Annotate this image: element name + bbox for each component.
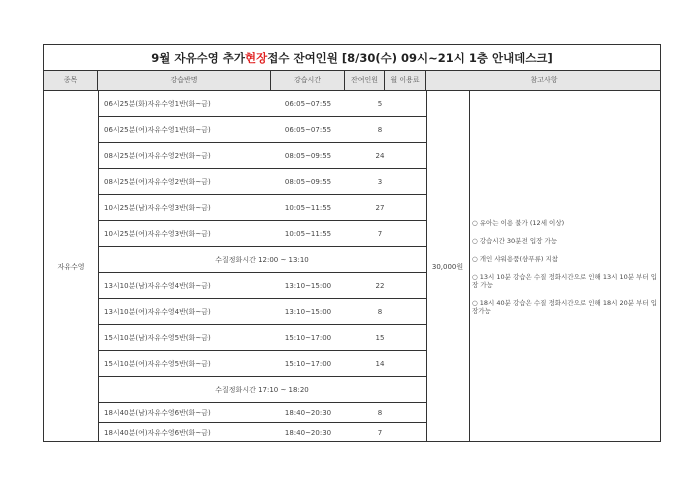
note-item: ○ 개인 샤워용품(샴푸류) 지참 bbox=[472, 255, 559, 263]
remaining-count: 5 bbox=[377, 100, 383, 108]
class-name: 10시25분(여)자유수영3반(화~금) bbox=[104, 230, 211, 238]
break-row: 수질정화시간 12:00 ~ 13:10 bbox=[98, 247, 426, 273]
table-row bbox=[98, 143, 426, 169]
class-name: 06시25분(여)자유수영1반(화~금) bbox=[104, 126, 211, 134]
header-remaining: 잔여인원 bbox=[345, 71, 385, 90]
table-header bbox=[44, 71, 660, 91]
class-name: 13시10분(남)자유수영4반(화~금) bbox=[104, 282, 211, 290]
note-item: ○ 13시 10분 강습은 수질 정화시간으로 인해 13시 10분 부터 입장 가능 bbox=[472, 273, 657, 289]
class-time: 06:05~07:55 bbox=[284, 100, 332, 108]
class-time: 13:10~15:00 bbox=[284, 282, 332, 290]
class-time: 08:05~09:55 bbox=[284, 152, 332, 160]
class-time: 18:40~20:30 bbox=[284, 409, 332, 417]
header-notes: 참고사항 bbox=[530, 76, 558, 84]
remaining-count: 14 bbox=[375, 360, 385, 368]
table-row bbox=[98, 299, 426, 325]
page-title bbox=[44, 45, 660, 71]
header-time: 강습시간 bbox=[271, 71, 345, 90]
note-item: ○ 유아는 이용 불가 (12세 이상) bbox=[472, 219, 565, 227]
table-row bbox=[98, 273, 426, 299]
table-row bbox=[98, 325, 426, 351]
header-category: 종목 bbox=[44, 71, 98, 90]
remaining-count: 8 bbox=[377, 126, 383, 134]
table-row bbox=[98, 221, 426, 247]
class-time: 06:05~07:55 bbox=[284, 126, 332, 134]
table-row bbox=[98, 403, 426, 423]
class-name: 15시10분(남)자유수영5반(화~금) bbox=[104, 334, 211, 342]
class-name: 18시40분(남)자유수영6반(화~금) bbox=[104, 409, 211, 417]
class-name: 08시25분(여)자유수영2반(화~금) bbox=[104, 152, 211, 160]
remaining-count: 27 bbox=[375, 204, 385, 212]
class-time: 15:10~17:00 bbox=[284, 360, 332, 368]
table-row bbox=[98, 169, 426, 195]
class-name: 15시10분(여)자유수영5반(화~금) bbox=[104, 360, 211, 368]
divider bbox=[469, 91, 470, 441]
break-row: 수질정화시간 17:10 ~ 18:20 bbox=[98, 377, 426, 403]
category-cell: 자유수영 bbox=[57, 263, 85, 271]
title-suffix: 접수 잔여인원 [8/30(수) 09시~21시 1층 안내데스크] bbox=[267, 50, 553, 65]
class-time: 10:05~11:55 bbox=[284, 230, 332, 238]
table-row bbox=[98, 91, 426, 117]
fee-cell: 30,000원 bbox=[431, 263, 464, 271]
class-name: 08시25분(여)자유수영2반(화~금) bbox=[104, 178, 211, 186]
table-row bbox=[98, 195, 426, 221]
remaining-count: 15 bbox=[375, 334, 385, 342]
remaining-count: 22 bbox=[375, 282, 385, 290]
remaining-count: 24 bbox=[375, 152, 385, 160]
note-item: ○ 강습시간 30분전 입장 가능 bbox=[472, 237, 557, 245]
remaining-count: 8 bbox=[377, 409, 383, 417]
remaining-count: 3 bbox=[377, 178, 383, 186]
note-item: ○ 18시 40분 강습은 수질 정화시간으로 인해 18시 20분 부터 입장가능 bbox=[472, 299, 657, 315]
title-prefix: 9월 자유수영 추가 bbox=[151, 50, 246, 65]
remaining-count: 7 bbox=[377, 230, 383, 238]
title-highlight: 현장 bbox=[245, 50, 268, 65]
class-time: 10:05~11:55 bbox=[284, 204, 332, 212]
timetable-sheet bbox=[43, 44, 661, 442]
table-row bbox=[98, 423, 426, 443]
remaining-count: 7 bbox=[377, 429, 383, 437]
table-row bbox=[98, 351, 426, 377]
class-time: 18:40~20:30 bbox=[284, 429, 332, 437]
class-name: 18시40분(여)자유수영6반(화~금) bbox=[104, 429, 211, 437]
class-time: 08:05~09:55 bbox=[284, 178, 332, 186]
class-time: 13:10~15:00 bbox=[284, 308, 332, 316]
header-class: 강습반명 bbox=[98, 71, 271, 90]
notes-cell bbox=[472, 91, 660, 443]
table-row bbox=[98, 117, 426, 143]
remaining-count: 8 bbox=[377, 308, 383, 316]
class-name: 13시10분(여)자유수영4반(화~금) bbox=[104, 308, 211, 316]
class-name: 06시25분(화)자유수영1반(화~금) bbox=[104, 100, 211, 108]
class-time: 15:10~17:00 bbox=[284, 334, 332, 342]
header-fee: 월 이용료 bbox=[385, 71, 426, 90]
class-name: 10시25분(남)자유수영3반(화~금) bbox=[104, 204, 211, 212]
